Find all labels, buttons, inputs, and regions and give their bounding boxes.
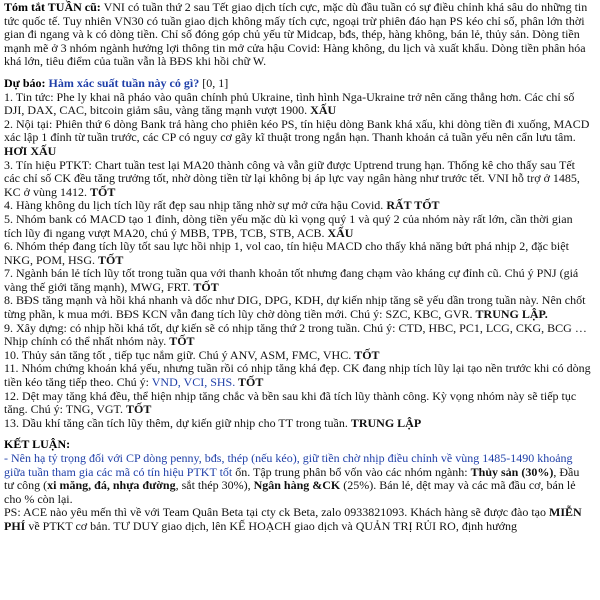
allocation-public-investment: xi măng, đá, nhựa đường [47, 478, 176, 493]
item-text: 1. Tin tức: Phe ly khai nã pháo vào quân chính phủ Ukraine, tình hình Nga-Ukraine trở nên căng thẳng hơn. Các chỉ số DJI, DAX, CAC, bitcoin giảm sâu, vàng tăng mạnh vượt 1900. [4, 89, 575, 118]
document-page [4, 0, 592, 534]
item-rating: TỐT [193, 279, 219, 294]
conclusion-label: KẾT LUẬN: [4, 437, 71, 452]
forecast-item-13 [4, 417, 592, 431]
forecast-question-range: [0, 1] [199, 75, 229, 90]
ps-tail: về PTKT cơ bản. TƯ DUY giao dịch, lên KẾ HOẠCH giao dịch và QUẢN TRỊ RỦI RO, định hướng [25, 518, 518, 533]
ps-free-label: MIỄN PHÍ [4, 505, 582, 533]
forecast-item-6 [4, 240, 592, 267]
item-text: 4. Hàng không du lịch tích lũy rất đẹp sau nhịp tăng nhờ sự mở cửa hậu Covid. [4, 198, 387, 213]
ps-text: PS: ACE nào yêu mến thì về với Team Quân Beta tại cty ck Beta, zalo 0933821093. Khách hàng sẽ được đào tạo [4, 505, 550, 520]
allocation-text-3: (25%). Bán lẻ, dệt may và các mã đầu cơ, bán lẻ cho % còn lại. [4, 478, 576, 506]
item-rating: TỐT [354, 347, 380, 362]
item-rating: TỐT [235, 375, 264, 390]
item-rating: TỐT [169, 334, 195, 349]
conclusion-allocation-intro: ổn. Tập trung phân bổ vốn vào các nhóm ngành: [232, 464, 471, 479]
item-rating: XẤU [327, 225, 354, 240]
item-text: 13. Dầu khí tăng cần tích lũy thêm, dự kiến giữ nhịp cho TT trong tuần. [4, 415, 351, 430]
forecast-item-10 [4, 349, 592, 363]
item-rating: RẤT TỐT [386, 198, 440, 213]
item-text: 8. BĐS tăng mạnh và hồi khá nhanh và dốc như DIG, DPG, KDH, dự kiến nhịp tăng sẽ yếu dần trong tuần này. Nên chốt từng phần, k mua mới. BĐS KCN vẫn đang tích lũy chờ dòng tiền mới. Chú ý: SZC, KBC, GVR. [4, 293, 586, 322]
item-text: 5. Nhóm bank có MACD tạo 1 đỉnh, dòng tiền yếu mặc dù kì vọng quý 1 và quý 2 của nhóm này rất lớn, cần thời gian tích lũy đi ngang vượt MA20, chú ý MBB, TPB, TCB, STB, ACB. [4, 211, 573, 240]
item-text: 10. Thủy sản tăng tốt , tiếp tục nắm giữ. Chú ý ANV, ASM, FMC, VHC. [4, 347, 355, 362]
forecast-section [4, 77, 592, 430]
forecast-item-7 [4, 267, 592, 294]
ps-note [4, 506, 592, 533]
item-rating: TRUNG LẬP. [475, 307, 548, 322]
allocation-text-1: , Đầu tư công ( [4, 464, 580, 493]
item-rating: XẤU [310, 103, 337, 118]
item-tickers: VND, VCI, SHS. [151, 375, 236, 390]
allocation-text-2: , sắt thép 30%), [175, 478, 254, 493]
summary-label: Tóm tắt TUẦN cũ: [4, 0, 101, 14]
forecast-item-5 [4, 213, 592, 240]
conclusion-heading [4, 438, 592, 452]
conclusion-advice: - Nên hạ tỷ trọng đối với CP dòng penny, bđs, thép (nếu kéo), giữ tiền chờ nhịp điều chỉnh về vùng 1485-1490 khoảng giữa tuần tham gia các mã có tín hiệu PTKT [4, 451, 573, 479]
item-text: 3. Tín hiệu PTKT: Chart tuần test lại MA20 thành công và vẫn giữ được Uptrend trung hạn. Thống kê cho thấy sau Tết các chỉ số CK đều tăng trưởng tốt, nhờ dòng tiền từ lại không bị áp lực vay ngân hàng như trước tết. VNI hỗ trợ ở 1485, KC ở vùng 1412. [4, 157, 580, 199]
forecast-item-9 [4, 322, 592, 349]
item-text: 7. Ngành bán lẻ tích lũy tốt trong tuần qua với thanh khoản tốt nhưng đang chạm vào kháng cự đỉnh cũ. Chú ý PNJ (giá vàng thế giới tăng mạnh), MWG, FRT. [4, 266, 579, 294]
item-text: 6. Nhóm thép đang tích lũy tốt sau lực hồi nhịp 1, vol cao, tín hiệu MACD cho thấy khả năng bứt phá nhịp 2, đặc biệt NKG, POM, HSG. [4, 239, 569, 267]
forecast-item-2 [4, 118, 592, 159]
forecast-item-3 [4, 159, 592, 200]
summary-text: VNI có tuần thứ 2 sau Tết giao dịch tích cực, mặc dù đầu tuần có sự điều chỉnh khá sâu do những tin tức quốc tế. Tuy nhiên VN30 có tuần giao dịch không mấy tích cực, ngoại trừ phiên đáo hạn PS kéo chỉ số, phân lớn thời gian đi ngang và k có dòng tiền. Chỉ số đóng góp chủ yếu từ Midcap, bđs, thép, hàng không, bán lẻ, thủy sản. Dòng tiền mạnh mẽ ở 3 nhóm ngành hưởng lợi thông tin mở cửa hậu Covid: Hàng không, du lịch và xuất khẩu. Dòng tiền phân hóa khá lớn, tiêu điểm của tuần vẫn là BĐS khi hồi chữ W. [4, 0, 588, 69]
forecast-item-11 [4, 362, 592, 389]
item-text: 2. Nội tại: Phiên thứ 6 dòng Bank trả hàng cho phiên kéo PS, tín hiệu dòng Bank khá xấu, khi dòng tiền đi xuống, MACD xác lập 1 đỉnh từ tuần trước, các CP có nguy cơ gãy kĩ thuật trong ngắn hạn. Thanh khoản cả tuần yếu nên cẩn lưu tâm. [4, 116, 590, 145]
summary-paragraph [4, 1, 592, 69]
item-rating: TỐT [90, 184, 116, 199]
conclusion-advice-tail: tốt [219, 464, 233, 479]
forecast-question: Hàm xác suất tuần này có gì? [48, 75, 200, 90]
item-text: 11. Nhóm chứng khoán khá yếu, nhưng tuần rồi có nhịp tăng khá đẹp. CK đang nhịp tích lũy lại tạo nền trước khi có dòng tiền kéo tăng tiếp theo. Chú ý: [4, 361, 591, 390]
forecast-item-1 [4, 91, 592, 118]
forecast-label: Dự báo: [4, 75, 46, 90]
item-rating: TỐT [98, 252, 124, 267]
item-text: 9. Xây dựng: có nhịp hồi khá tốt, dự kiến sẽ có nhịp tăng thứ 2 trong tuần. Chú ý: CTD, HBC, PC1, LCG, CKG, BCG … Nhịp chính có thể nhất nhóm này. [4, 320, 587, 349]
forecast-item-12 [4, 390, 592, 417]
forecast-item-4 [4, 199, 592, 213]
item-rating: TRUNG LẬP [350, 415, 422, 430]
allocation-seafood: Thủy sản (30%) [470, 464, 554, 479]
item-rating: TỐT [126, 402, 152, 417]
forecast-item-8 [4, 294, 592, 321]
forecast-heading [4, 77, 592, 91]
conclusion-section [4, 438, 592, 533]
allocation-bank-securities: Ngân hàng &CK [253, 478, 341, 493]
item-text: 12. Dệt may tăng khá đều, thể hiện nhịp tăng chắc và bền sau khi đã tích lũy thành công. Kỳ vọng nhóm này sẽ tiếp tục tăng. Chú ý: TNG, VGT. [4, 388, 577, 417]
conclusion-body [4, 452, 592, 506]
item-rating: HƠI XẤU [4, 143, 57, 158]
